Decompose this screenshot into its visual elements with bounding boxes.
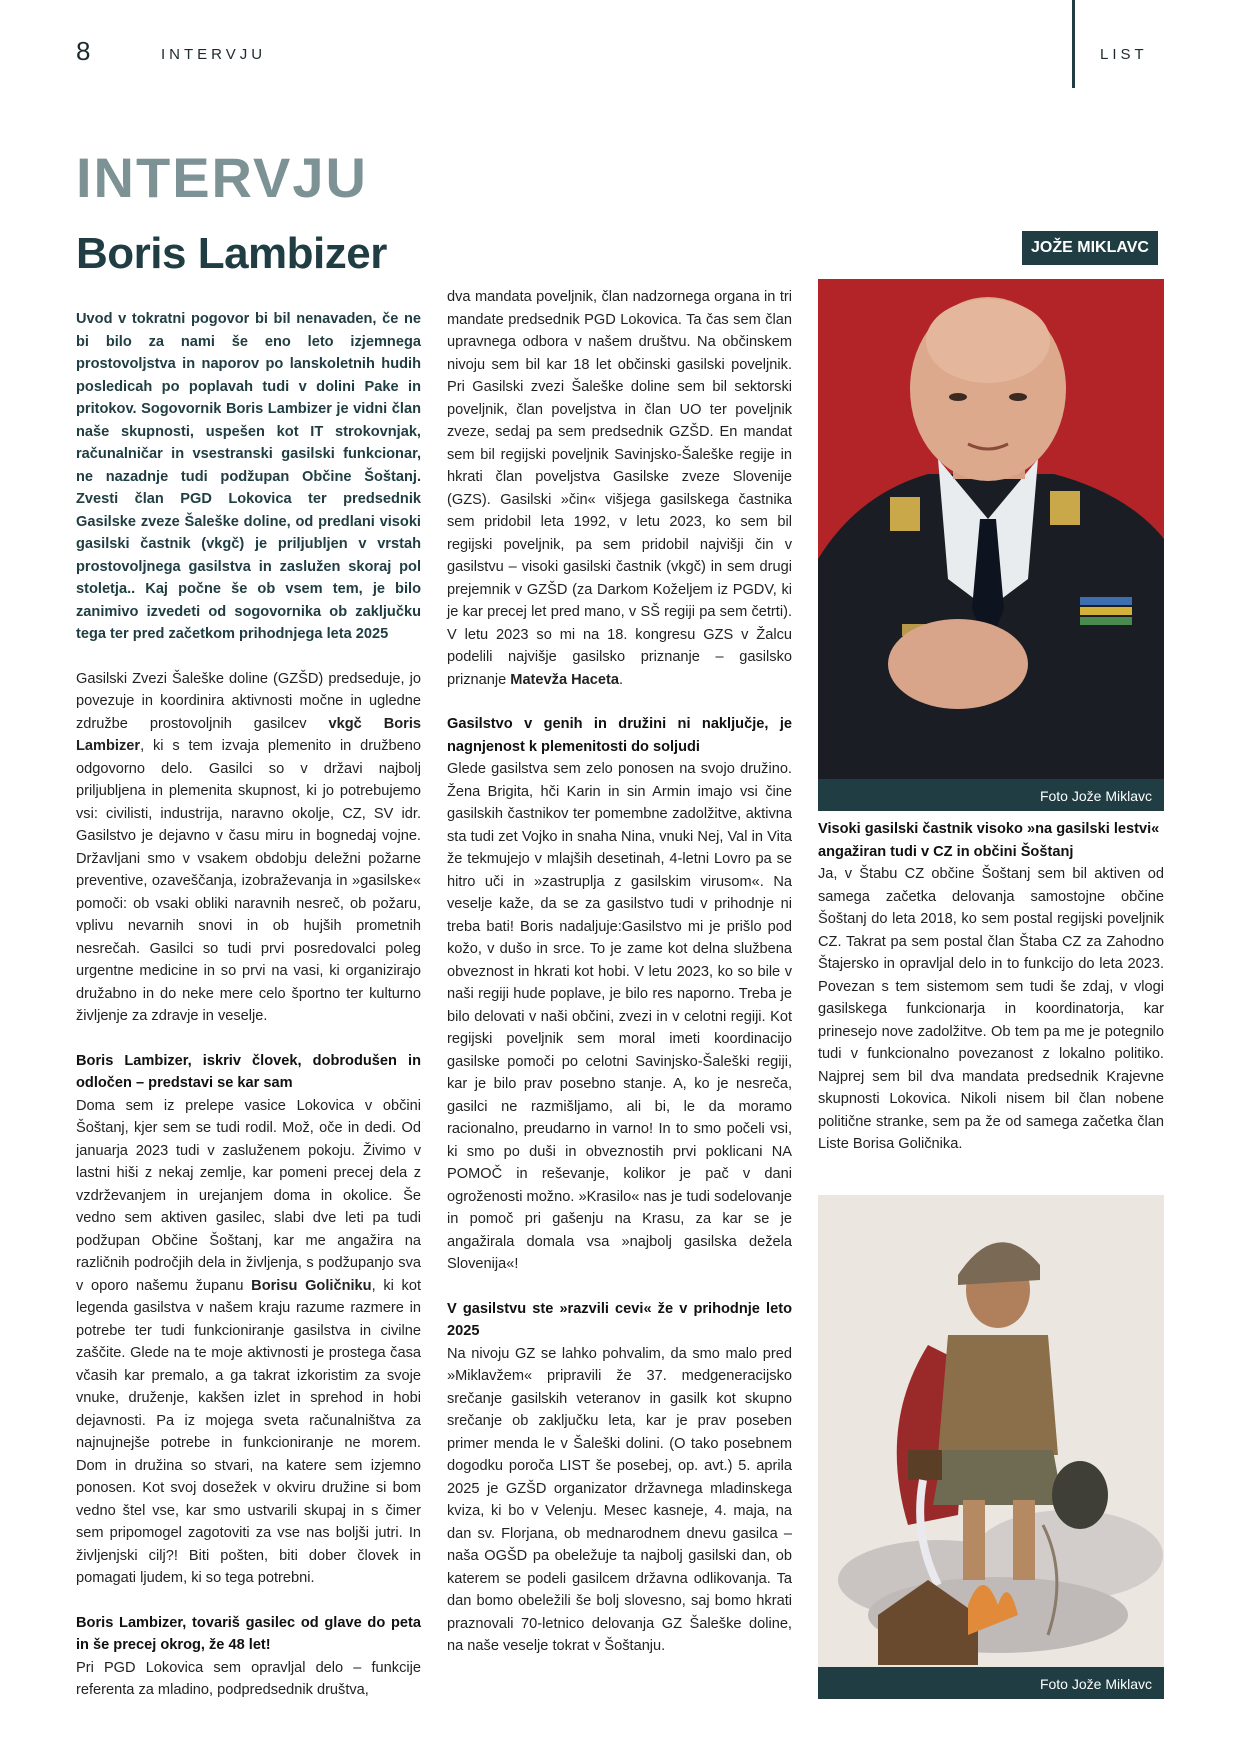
article-title: Boris Lambizer: [76, 229, 387, 278]
paragraph: Boris Lambizer, iskriv človek, dobrodušen in odločen – predstavi se kar sam Doma sem iz prelepe vasice Lokovica v občini Šoštanj, kjer sem se tudi rodil. Mož, oče in dedi. Od januarja 2023 tudi v zasluženem pokoju. Živimo v lastni hiši z nekaj zemlje, kar pomeni precej dela z vzdrževanjem in urejanjem doma in okolice. Še vedno sem aktiven gasilec, slabi dve leti pa tudi podžupan Občine Šoštanj, kar me angažira na različnih področjih dela in življenja, s podžupanjo sva v oporo našemu županu Borisu Goličniku, ki kot legenda gasilstva v našem kraju razume razmere in potrebe ter tudi funkcioniranje gasilstva in civilne zaščite. Glede na te moje aktivnosti je prostega časa včasih kar premalo, a ga takrat izkoristim za svoje vnuke, druženje, kakšen izlet in sprehod in hobi dejavnosti. Pa iz mojega sveta računalništva za najnujnejše potrebe in funkcioniranje ne morem. Dom in družina so stvari, na katere sem izjemno ponosen. Kot svoj dosežek v okviru družine si bom vedno štel vse, kar smo ustvarili skupaj in s čimer sem pripomogel zagotoviti za vse nas boljši jutri. In življenjski cilj?! Biti pošten, biti dober človek in pomagati ljudem, ki so tega potrebni.: [76, 1050, 421, 1590]
saint-florian-painting: [818, 1195, 1164, 1699]
page-number: 8: [76, 36, 91, 66]
paragraph: Boris Lambizer, tovariš gasilec od glave do peta in še precej okrog, že 48 let! Pri PGD Lokovica sem opravljal delo – funkcije referenta za mladino, podpredsednik društva,: [76, 1612, 421, 1702]
paragraph: Gasilski Zvezi Šaleške doline (GZŠD) predseduje, jo povezuje in koordinira aktivnosti močne in ugledne združbe prostovoljnih gasilcev vkgč Boris Lambizer, ki s tem izvaja plemenito in družbeno odgovorno delo. Gasilci so v državi najbolj priljubljena in plemenita skupnost, ki jo potrebujemo vsi: civilisti, industrija, naravno okolje, CZ, SV idr. Gasilstvo je dejavno v času miru in bognedaj vojne. Državljani smo v vsakem obdobju deležni požarne preventive, ozaveščanja, izobraževanja in »gasilske« pomoči: ob vsaki obliki naravnih nesreč, ob požaru, vplivu nevarnih snovi in ob hujših prometnih nesrečah. Gasilci so tudi prvi posredovalci poleg urgentne medicine in so prvi na vasi, ki organizirajo družabno in do neke mere celo športno ter kulturno življenje za zdravje in veselje.: [76, 670, 421, 1024]
author-byline: JOŽE MIKLAVC: [1022, 231, 1158, 265]
subheading: Gasilstvo v genih in družini ni naključje, je nagnjenost k plemenitosti do soljudi: [447, 716, 792, 755]
column-2: [447, 286, 792, 1680]
paragraph: V gasilstvu ste »razvili cevi« že v prihodnje leto 2025 Na nivoju GZ se lahko pohvalim, da smo malo pred »Miklavžem« pripravili že 37. medgeneracijsko srečanje gasilskih veteranov in gasilk kot skupno srečanje ob zaključku leta, kar je prav poseben primer menda le v Šaleški dolini. (O tako posebnem dogodku poroča LIST še posebej, op. avt.) 5. aprila 2025 je GZŠD organizator državnega mladinskega kviza, ki bo v Velenju. Mesec kasneje, 4. maja, na dan sv. Florjana, ob mednarodnem dnevu gasilca – naša OGŠD pa obeležuje ta najbolj gasilski dan, ob katerem se podeli gasilcem državna odlikovanja. Ta dan bomo obeležili še bolj slovesno, saj bomo hkrati praznovali 70-letnico delovanja GZ Šaleške doline, na naše veselje tokrat v Šoštanju.: [447, 1298, 792, 1658]
subheading: Boris Lambizer, iskriv človek, dobrodušen in odločen – predstavi se kar sam: [76, 1052, 421, 1091]
paragraph: Ja, v Štabu CZ občine Šoštanj sem bil aktiven od samega začetka delovanja samostojne občine Šoštanj do leta 2018, ko sem postal regijski poveljnik CZ. Takrat pa sem postal član Štaba CZ za Zahodno Štajersko in opravljal delo in to funkcijo do leta 2023. Povezan s tem sistemom sem tudi še zdaj, v vlogi gasilskega funkcionarja in koordinatorja, kar prinesejo nove zadolžitve. Ob tem pa me je potegnilo tudi v funkcionalno povezanost z lokalno politiko. Najprej sem bil dva mandata predsednik Krajevne skupnosti Lokovica. Nikoli nisem bil član nobene politične stranke, sem pa že od samega začetka član Liste Borisa Goličnika.: [818, 866, 1164, 1152]
header-divider: [1072, 0, 1075, 88]
photo-caption: Visoki gasilski častnik visoko »na gasilski lestvi« angažiran tudi v CZ in občini Šoštanj: [818, 821, 1160, 860]
portrait-illustration: [818, 279, 1164, 811]
column-3: [818, 863, 1164, 1178]
article-lead: Uvod v tokratni pogovor bi bil nenavaden, če ne bi bilo za nami še eno leto izjemnega prostovoljstva in naporov po lanskoletnih hudih posledicah po poplavah tudi v dolini Pake in pritokov. Sogovornik Boris Lambizer je vidni član naše skupnosti, uspešen kot IT strokovnjak, računalničar in vsestranski gasilski funkcionar, ne nazadnje tudi podžupan Občine Šoštanj. Zvesti član PGD Lokovica ter predsednik Gasilske zveze Šaleške doline, od predlani visoki gasilski častnik (vkgč) je priljubljen v vrstah prostovoljnega gasilstva in zaslužen skoraj pol stoletja.. Kaj počne še ob vsem tem, je bilo zanimivo izvedeti od sogovornika ob zaključku tega ter pred začetkom prihodnjega leta 2025: [76, 311, 421, 642]
paragraph: dva mandata poveljnik, član nadzornega organa in tri mandate predsednik PGD Lokovica. Ta čas sem član upravnega odbora v našem društvu. Na občinskem nivoju sem bil kar 18 let občinski gasilski poveljnik. Pri Gasilski zvezi Šaleške doline sem bil sektorski poveljnik, član poveljstva in član UO ter poveljnik zveze, sedaj pa sem predsednik GZŠD. En mandat sem bil regijski poveljnik Savinjsko-Šaleške regije in hkrati član poveljstva Gasilske zveze Slovenije (GZS). Gasilski »čin« višjega gasilskega častnika sem pridobil leta 1992, v letu 2023, ko sem bil regijski poveljnik, pa sem pridobil najvišji čin v gasilstvu – visoki gasilski častnik (vkgč) in sem drugi prejemnik v GZŠD (za Darkom Koželjem iz PGDV, ki je kar precej let pred mano, v SŠ regiji pa sem četrti). V letu 2023 so mi na 18. kongresu GZS v Žalcu podelili najvišje gasilsko priznanje – gasilsko priznanje Matevža Haceta.: [447, 289, 792, 688]
photo-credit: Foto Jože Miklavc: [1039, 788, 1152, 804]
paragraph: Gasilstvo v genih in družini ni naključje, je nagnjenost k plemenitosti do soljudi Glede gasilstva sem zelo ponosen na svojo družino. Žena Brigita, hči Karin in sin Armin imajo vsi čine gasilskih častnikov ter pomembne zadolžitve, aktivna sta tudi zet Vojko in snaha Nina, vnuki Nej, Val in Vita že tekmujejo v mlajših desetinah, 4-letni Lovro pa se hitro uči in »zastruplja z gasilskim virusom«. Na veselje kaže, da se za gasilstvo tudi v prihodnje ni treba bati! Boris nadaljuje:Gasilstvo mi je prišlo pod kožo, v dušo in srce. To je zame kot delna službena obveznost in hkrati kot hobi. V letu 2023, ko so bile v naši regiji hude poplave, je bilo res naporno. Treba je bilo delovati v naši občini, zvezi in v celotni regiji. Kot regijski poveljnik sem moral imeti koordinacijo gasilske pomoči po celotni Savinjsko-Šaleški regiji, kar je bilo prav posebno stanje. A, ko je nesreča, gasilci ne razmišljamo, ali bi, le da moramo racionalno, preudarno in varno! In to smo počeli vsi, ki smo po duši in obveznostih prvi poklicani NA POMOČ in reševanje, kolikor je pač v dani ogroženosti možno. »Krasilo« nas je tudi sodelovanje in pomoč pri gašenju na Krasu, za kar se je angažirala domala vsa »najbolj gasilska dežela Slovenija«!: [447, 713, 792, 1276]
photo-credit: Foto Jože Miklavc: [1039, 1676, 1152, 1692]
magazine-name: LIST: [1100, 46, 1148, 63]
subheading: V gasilstvu ste »razvili cevi« že v prihodnje leto 2025: [447, 1300, 792, 1339]
subheading: Boris Lambizer, tovariš gasilec od glave do peta in še precej okrog, že 48 let!: [76, 1614, 421, 1653]
column-1: [76, 308, 421, 1724]
section-label: INTERVJU: [161, 46, 267, 63]
portrait-photo: [818, 279, 1164, 811]
painting-photo: [818, 1195, 1164, 1699]
article-kicker: INTERVJU: [76, 146, 368, 209]
